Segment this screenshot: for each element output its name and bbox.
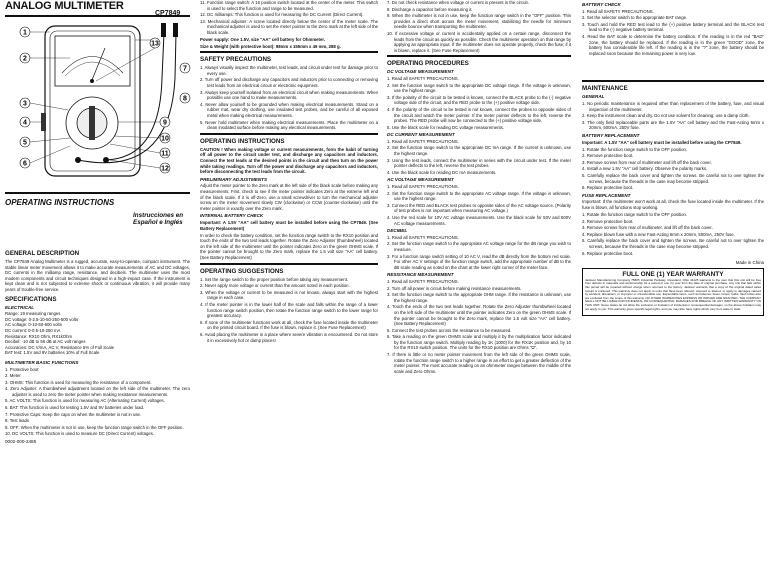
- spec-row: Range: 19 measuring ranges: [5, 311, 61, 317]
- maintenance-item: 3. The only field replaceable parts are the 1.5V "AA" cell battery and the Fast-Acting 5mm x 20mm, 500mA, 250V fuse.: [582, 119, 764, 131]
- spec-list: [5, 311, 190, 356]
- procedure-step: 2. Set the function range switch to the appropriate AC voltage range for the dB range you wish to measure.: [387, 241, 571, 252]
- procedure-step: 6. Take a reading on the green OHMS scale and multiply it by the multiplication factor indicated by the function range switch. Multiply reading by 1K (1000) for the RX1K position and, by 10 for the RX10 switch position. The units for the RX10 position are Ohms "Ω".: [387, 334, 571, 351]
- maintenance-item: 6. Replace protective boot.: [582, 185, 634, 191]
- callout-1: 1: [23, 29, 27, 37]
- battery-replacement-title: BATTERY REPLACEMENT: [582, 132, 640, 138]
- preliminary-text: Adjust the meter pointer to the Zero mark at the left side of the black scale before making any measurements. First, check to see if the meter pointer indicates Zero at the extreme left end of the black scale. If it is off-Zero, use a small screwdriver to turn the mechanical adjuster screw on the meter movement slowly CW (clockwise) or CCW (counter-clockwise) until the meter pointer is exactly over the Zero mark.: [200, 183, 378, 211]
- rule: [200, 133, 378, 135]
- procedure-step: 3. Touch and hold the RED test lead to the (+) positive battery terminal and the BLACK test lead to the (-) negative battery terminal.: [582, 21, 764, 33]
- maintenance-item: 5. Carefully replace the back cover and tighten the screws. Be careful not to over tighten the screws, because the threads in the case may become stripped.: [582, 238, 764, 249]
- procedure-step: 5. Connect the test probes across the resistance to be measured.: [387, 327, 512, 333]
- procedure-step: 1. Read all SAFETY PRECAUTIONS.: [387, 278, 459, 284]
- ac-voltage-title: AC VOLTAGE MEASUREMENT: [387, 177, 454, 183]
- switch-knob: [89, 106, 95, 140]
- callout-2: 2: [23, 55, 27, 63]
- suggestion-item: 7. Do not check resistance when voltage or current is present in the circuit.: [387, 0, 529, 5]
- column-1: [5, 0, 190, 445]
- safety-item: 4. Never allow yourself to be grounded when making electrical measurements. Stand on a rubber mat, wear dry clothing, use insulated test probes, and be careful of all exposed metal when making electrical measurements.: [200, 101, 378, 118]
- procedure-step: 4. If the polarity of the circuit to be tested is not known, connect the probes to opposite sides of the circuit and watch the meter pointer. If the meter pointer deflects to the left, reverse the probes. The RED probe will now be connected to the (+) positive voltage side.: [387, 106, 571, 124]
- safety-title: SAFETY PRECAUTIONS: [200, 56, 272, 64]
- specifications-title: SPECIFICATIONS: [5, 295, 57, 303]
- rule: [387, 55, 571, 57]
- procedure-step: 1. Read all SAFETY PRECAUTIONS.: [387, 184, 459, 190]
- column-2: [200, 0, 378, 344]
- procedure-step: 5. Use the black scale for reading DC voltage measurements.: [387, 124, 505, 130]
- procedure-step: 1. Read all SAFETY PRECAUTIONS.: [387, 234, 459, 240]
- suggestion-item: 2. Never apply more voltage or current than the amount noted in each position.: [200, 283, 350, 289]
- function-item: 5. AC VOLTS: This function is used for measuring AC (Alternating Current) voltages.: [5, 398, 165, 404]
- spec-row: DC voltage: 0-2.5-10-50-250-500 volts: [5, 316, 79, 322]
- battery-replacement-important: Important: A 1.5V "AA" cell battery must be installed before using the CP7849.: [582, 139, 742, 145]
- zero-adjuster: [41, 113, 46, 131]
- battery-test-title: BATTERY CHECK: [582, 2, 621, 7]
- suggestion-item: 9. When the multimeter is not in use, keep the function range switch in the "OFF" position. This provides a direct short across the meter movement, stabilizing the needle for minimum needle bounce when transporting the multimeter.: [387, 13, 571, 30]
- rule: [200, 51, 378, 53]
- procedure-step: 2. Turn off all power in circuit before making resistance measurements.: [387, 285, 522, 291]
- dc-voltage-title: DC VOLTAGE MEASUREMENT: [387, 69, 454, 75]
- procedure-step: 3. Connect the RED and BLACK test probes to opposite sides of the AC voltage source. (Polarity of test probes is not important when measuring AC voltage.): [387, 202, 571, 214]
- maintenance-item: 2. Remove protective boot.: [582, 153, 634, 159]
- functions-continued: [200, 0, 378, 36]
- procedure-step: 2. Set the function range switch to the appropriate DC mA range. If the current is unknown, use the highest range.: [387, 145, 571, 157]
- maintenance-item: 1. No periodic maintenance is required other than replacement of the battery, fuse, and visual inspection of the multimeter.: [582, 100, 764, 112]
- caution-text: CAUTION ! When making voltage or current measurements, form the habit of turning off all power to the circuit under test, and discharge any capacitors and inductors. Connect the test leads at the desired points in the circuit and then turn on the power while taking readings. Turn off the power and discharge any capacitors and inductors, before disconnecting the test leads from the circuit.: [200, 146, 378, 175]
- spec-row: Accuracies: DC V/mA, AC V, Resistance 5% of Full Scale: [5, 344, 114, 350]
- callout-12: 12: [161, 165, 169, 173]
- model-number: CP7849: [155, 10, 181, 17]
- suggestions-title: OPERATING SUGGESTIONS: [200, 267, 284, 275]
- power-supply: Power supply: One 1.5V, size "AA" cell battery for Ohmmeter.: [200, 36, 325, 42]
- function-item: 6. BAT: This function is used for testing 1.5V and 9V batteries under load.: [5, 405, 145, 411]
- spec-row: Decibel: -10 dB to 56 dB at AC volt ranges: [5, 339, 86, 345]
- instructions-rule: [5, 192, 190, 194]
- operating-title: OPERATING INSTRUCTIONS: [200, 137, 285, 145]
- function-item: 10. DC VOLTS: This function is used to measure DC (Direct Current) voltages.: [5, 431, 155, 437]
- maintenance-item: 1. Rotate the function range switch to the OFF position.: [582, 146, 688, 152]
- callout-5: 5: [23, 139, 27, 147]
- battery-check-title: INTERNAL BATTERY CHECK: [200, 213, 264, 219]
- warranty-box: [582, 268, 764, 316]
- callout-8: 8: [183, 95, 187, 103]
- function-item: 11. Function range switch: A 16 position switch located at the center of the meter. This switch is used to select the function and range to be measured.: [200, 0, 378, 11]
- column-3: [387, 0, 571, 375]
- procedure-step: 4. Use the black scale for reading DC mA measurements.: [387, 169, 497, 175]
- fuse-replacement-title: FUSE REPLACEMENT: [582, 192, 631, 198]
- preliminary-title: PRELIMINARY ADJUSTMENTS: [200, 176, 268, 182]
- electrical-label: ELECTRICAL: [5, 304, 35, 310]
- callout-10: 10: [161, 135, 169, 143]
- procedure-step: 3. Set the function range switch to the appropriate OHM range. If the resistance is unknown, use the highest range.: [387, 292, 571, 303]
- document-code: 0002-000-2485: [5, 439, 37, 445]
- function-item: 4. Zero Adjuster: A thumbwheel adjustment located on the left side of the multimeter. The zero adjuster is used to zero the meter pointer when making resistance measurements.: [5, 386, 190, 397]
- warranty-text: Jackson Manufacturing Company 75805 Industrial Parkway, Cleveland, Ohio 44125 warrants to the user that this unit will be free from defects in materials and workmanship for a period of one (1) year from the date of original purchase. Any unit that fails within this period will be repaired without charge when returned to the factory. Jackson warrants that a copy of the original dated sales receipt is enclosed. This warranty does not apply to units that have been abused, misused or altered, or apply to damages caused by accident, alterations, or improper or unreasonable use. Expendable items, such as batteries, fuses, lamps, bulbs, flash tubes also are excluded from the scope of this warranty. NO OTHER WARRANTIES EXPRESS OR IMPLIED ARE GRANTED. THE COMPANY SHALL NOT BE LIABLE FOR INCIDENTAL OR CONSEQUENTIAL DAMAGES FOR BREACH OF ANY WRITTEN WARRANTY ON THIS UNIT. Some states do not allow the exclusion or limitation of incidental or consequential damages, so the above limitation may not apply to you. This warranty gives specific legal rights, and you may also have rights which vary from state to state.: [585, 277, 761, 311]
- spanish-title-line1: Instrucciones en: [133, 212, 184, 219]
- maintenance-title: MAINTENANCE: [582, 85, 628, 93]
- procedure-step: 4. Use the red scale for 10V AC voltage measurements. Use the black scale for 50V and 500V AC voltage measurements.: [387, 215, 571, 226]
- general-description-title: GENERAL DESCRIPTION: [5, 250, 80, 257]
- procedure-step: 4. Read the BAT scale to determine the battery condition. If the reading is in the red "BAD" zone, the battery should be replaced. If the reading is in the green "GOOD" zone, the battery has considerable life left. If the reading is in the "?" zone, the battery should be replaced soon because the remaining power is very low.: [582, 33, 764, 56]
- made-in: Made in China: [735, 260, 764, 266]
- procedure-step: 4. Touch the ends of the two test leads together. Rotate the Zero Adjuster thumbwheel located on the left side of the multimeter until the pointer indicates Zero on the green OHMS scale. If the pointer cannot be brought to the Zero mark, replace the 1.5 volt size "AA" cell battery. (See Battery Replacement): [387, 304, 571, 327]
- maintenance-item: 1. Rotate the function range switch to the OFF position.: [582, 212, 688, 218]
- safety-item: 2. Turn off power and discharge any capacitors and inductors prior to connecting or removing test leads from an electrical circuit or electronic equipment.: [200, 77, 378, 89]
- basic-functions-list: [5, 367, 190, 438]
- rule: [582, 80, 764, 82]
- battery-check-text: In order to check the battery condition, set the function range switch to the RX10 position and touch the ends of the two test leads together. Rotate the Zero Adjuster (thumbwheel) located on the left side of the multimeter until the pointer indicates Zero on the green OHMS scale. If the pointer cannot be brought to the Zero mark, replace the 1.5 volt size "AA" cell battery. (See Battery Replacement): [200, 232, 378, 260]
- maintenance-item: 3. Remove screws from rear of multimeter, and lift off the back cover.: [582, 225, 713, 231]
- procedure-step: 3. For a function range switch setting of 10 AC V, read the dB directly from the bottom red scale. For other AC V settings of the function range switch, add the appropriate number of dB to the dB scale reading as noted on the chart at the lower right corner of the meter face.: [387, 253, 571, 270]
- procedure-step: 3. Using the test leads, connect the multimeter in series with the circuit under test. If the meter pointer deflects to the left, reverse the test probes.: [387, 157, 571, 169]
- procedures-title: OPERATING PROCEDURES: [387, 60, 469, 68]
- suggestion-item: 4. If the meter pointer is in the lower half of the scale and falls within the range of a lower function range switch position, then rotate the function range switch to the lower range for greatest accuracy.: [200, 301, 378, 319]
- suggestion-item: 6. Avoid placing the multimeter in a place where severe vibration is encountered. Do not store it in excessively hot or damp places!: [200, 331, 378, 343]
- suggestion-item: 5. If none of the multimeter functions work at all, check the fuse located inside the multimeter on the printed circuit board. If the fuse is blown, replace it. (See Fuse Replacement): [200, 319, 378, 331]
- spec-row: BAT test: 1.5V and 9V batteries 10% of Full Scale: [5, 350, 100, 356]
- multimeter-diagram: [10, 18, 195, 188]
- procedure-step: 2. Set the function range switch to the appropriate DC voltage range. If the voltage is unknown, use the highest range.: [387, 82, 571, 94]
- function-item: 13. Mechanical adjuster: A screw located directly below the center of the meter scale. The mechanical adjuster is used to set the meter pointer to the Zero mark at the left side of the black scale.: [200, 18, 379, 35]
- maintenance-item: 2. Keep the instrument clean and dry. Do not use solvent for cleaning; use a damp cloth.: [582, 113, 750, 119]
- maintenance-item: 2. Remove protective boot.: [582, 218, 634, 224]
- warranty-title: FULL ONE (1) YEAR WARRANTY: [622, 270, 724, 278]
- suggestion-item: 8. Discharge a capacitor before measuring it.: [387, 6, 473, 12]
- basic-functions-title: MULTIMETER BASIC FUNCTIONS: [5, 359, 79, 365]
- general-description-text: The CP7849 Analog Multimeter is a rugged, accurate, easy-to-operate, compact instrument. The stable linear meter movement allows it to make accurate measurements of AC and DC voltages, DC currents in the milliamp range, resistance, and decibels. The multimeter uses the most modern components and circuit techniques designed in a high-impact case. If the instrument is kept clean and is not subjected to extreme shock or continuous vibration, it will provide many years of trouble-free service.: [5, 259, 190, 292]
- callout-13: 13: [151, 40, 159, 48]
- function-item: 9. OFF: When the multimeter is not in use, keep the function range switch in the OFF position.: [5, 424, 184, 430]
- spec-row: AC voltage: 0-10-50-500 volts: [5, 322, 62, 328]
- suggestion-item: 10. If excessive voltage or current is accidentally applied on a certain range, disconnect the leads from the circuit as quickly as possible. Check the multimeter operation on that range by applying an appropriate input. If the multimeter does not operate properly, check the fuse; if it is blown, replace it. (See Fuse Replacement): [387, 30, 571, 53]
- procedure-step: 1. Read all SAFETY PRECAUTIONS.: [387, 138, 459, 144]
- spec-row: DC current: 0-0.5-10-250 mA: [5, 327, 61, 333]
- suggestion-item: 1. Set the range switch to the proper position before taking any measurement.: [200, 276, 349, 282]
- callout-6: 6: [23, 160, 27, 168]
- procedure-step: 2. Set the selector switch to the appropriate BAT range.: [582, 15, 688, 21]
- function-item: 12. DC milliamps: This function is used for measuring the DC Current (Direct Current).: [200, 12, 364, 18]
- function-item: 2. Meter: [5, 373, 21, 379]
- function-item: 8. Test leads: [5, 418, 30, 424]
- callout-3: 3: [23, 100, 27, 108]
- procedure-step: 7. If there is little or no meter pointer movement from the left side of the green OHMS scale, rotate the function range switch to a higher range in an effort to get a greater deflection of the meter pointer. The most accurate reading on an ohmmeter ranges between the middle of the scale and Zero Ohms.: [387, 352, 571, 374]
- maintenance-item: 3. Remove screws from rear of multimeter and lift off the back cover.: [582, 159, 712, 165]
- callout-11: 11: [161, 150, 169, 158]
- suggestion-item: 3. When the voltage or current to be measured is not known, always start with the highest range in each case.: [200, 289, 378, 301]
- probe-black: [173, 23, 178, 37]
- maintenance-item: 4. Replace blown fuse with a new Fast-Acting 5mm x 20mm, 500mA, 250V fuse.: [582, 231, 735, 237]
- column-4: [582, 0, 764, 316]
- safety-item: 3. Always keep yourself isolated from an electrical circuit when making measurements. When possible use one hand to make measurements.: [200, 89, 378, 101]
- function-item: 3. OHMS: This function is used for measuring the resistance of a component.: [5, 379, 152, 385]
- procedure-step: 1. Read all SAFETY PRECAUTIONS.: [582, 8, 654, 14]
- procedure-step: 1. Read all SAFETY PRECAUTIONS.: [387, 75, 459, 81]
- callout-4: 4: [23, 119, 27, 127]
- battery-important: Important: A 1.5V "AA" cell battery must be installed before using the CP7849. (See Battery Replacement): [200, 219, 378, 231]
- size-weight: Size & Weight (with protective boot): 98mm x 155mm x 49 mm, 288 g.: [200, 43, 341, 49]
- callout-7: 7: [183, 65, 187, 73]
- maintenance-item: 5. Carefully replace the back cover and tighten the screws. Be careful not to over tighten the screws, because the threads in the case may become stripped.: [582, 172, 764, 184]
- procedure-step: 2. Set the function range switch to the appropriate AC voltage range. If the voltage is unknown, use the highest range.: [387, 190, 571, 202]
- page-title: ANALOG MULTIMETER: [5, 0, 124, 12]
- fuse-replacement-important: Important: If the multimeter won't work at all, check the fuse located inside the multimeter. If the fuse is blown, all functions stop working.: [582, 199, 764, 210]
- dc-current-title: DC CURRENT MEASUREMENT: [387, 132, 455, 138]
- maintenance-item: 6. Replace protective boot.: [582, 250, 634, 256]
- function-item: 1. Protective boot: [5, 366, 39, 372]
- safety-item: 5. Never hold multimeter when making electrical measurements. Place the multimeter on a clean insulated surface before making any electrical measurements.: [200, 119, 378, 131]
- spanish-title-line2: Español e Inglés: [133, 219, 183, 226]
- operating-instructions-title: OPERATING INSTRUCTIONS: [5, 198, 115, 207]
- function-item: 7. Protective Caps: Keep the caps on when the multimeter is not in use.: [5, 411, 142, 417]
- maintenance-item: 4. Install a new 1.5V "AA" cell battery. Observe the polarity marks.: [582, 166, 708, 172]
- decibel-title: DECIBEL: [387, 228, 408, 234]
- resistance-title: RESISTANCE MEASUREMENT: [387, 272, 454, 278]
- probe-red: [161, 23, 166, 37]
- rule: [200, 263, 378, 265]
- spec-row: Resistance: RX10 Ohm, RX1kOhm: [5, 333, 73, 339]
- general-title: GENERAL: [582, 94, 605, 100]
- safety-item: 1. Always visually inspect the multimeter, test leads, and circuit under test for damage prior to every use.: [200, 65, 378, 76]
- mechanical-adjuster: [90, 79, 94, 83]
- callout-9: 9: [163, 119, 167, 127]
- procedure-step: 3. If the polarity of the circuit to be tested is known, connect the BLACK probe to the (-) negative voltage side of the circuit, and the RED probe to the (+) positive voltage side.: [387, 94, 571, 106]
